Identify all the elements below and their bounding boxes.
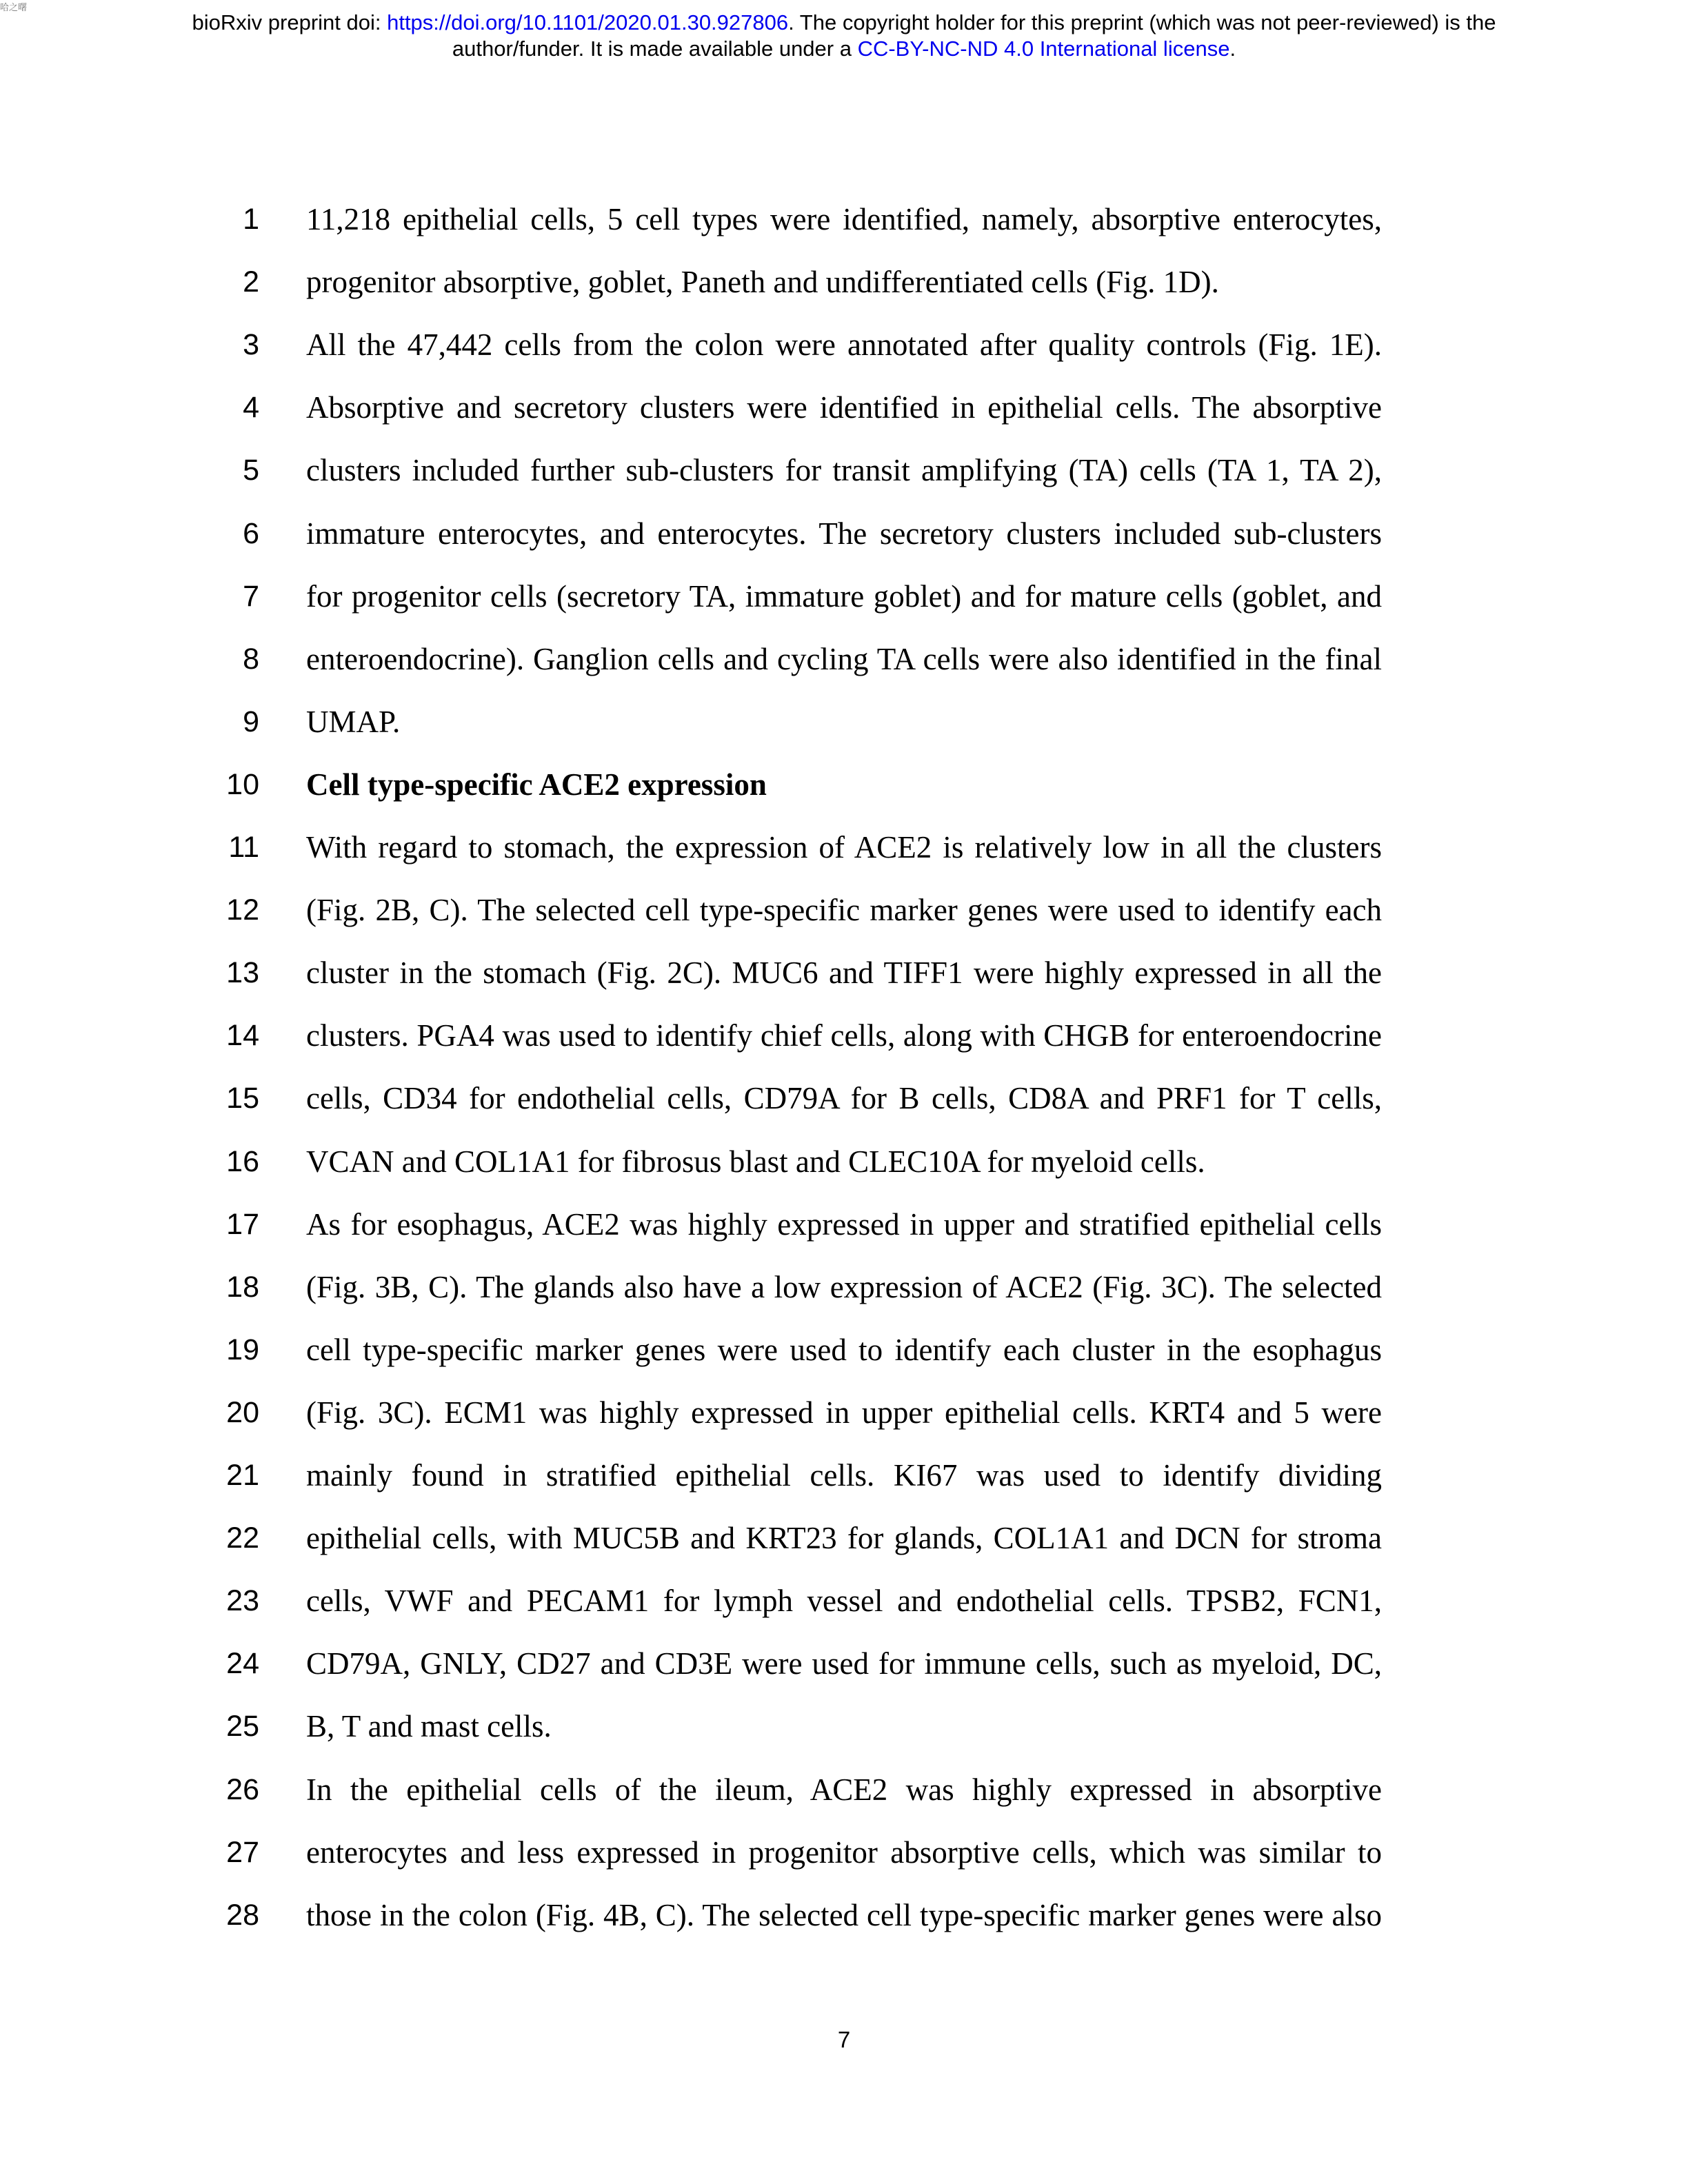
text-line	[0, 1510, 1688, 1566]
line-number: 18	[226, 1270, 259, 1304]
line-text: clusters. PGA4 was used to identify chief cells, along with CHGB for enteroendocrine	[306, 1018, 1382, 1053]
line-number: 13	[226, 956, 259, 990]
line-text: progenitor absorptive, goblet, Paneth and undifferentiated cells (Fig. 1D).	[306, 265, 1219, 300]
line-text: In the epithelial cells of the ileum, ACE2 was highly expressed in absorptive	[306, 1772, 1382, 1807]
line-text: epithelial cells, with MUC5B and KRT23 for glands, COL1A1 and DCN for stroma	[306, 1521, 1382, 1556]
header-prefix-2: author/funder. It is made available under a	[452, 37, 858, 61]
text-line	[0, 631, 1688, 687]
line-text: cells, CD34 for endothelial cells, CD79A for B cells, CD8A and PRF1 for T cells,	[306, 1081, 1382, 1116]
line-text: cluster in the stomach (Fig. 2C). MUC6 and TIFF1 were highly expressed in all the	[306, 956, 1382, 991]
line-number: 25	[226, 1710, 259, 1743]
line-text: clusters included further sub-clusters for transit amplifying (TA) cells (TA 1, TA 2),	[306, 453, 1382, 488]
text-line	[0, 1134, 1688, 1189]
line-text: cell type-specific marker genes were used to identify each cluster in the esophagus	[306, 1332, 1382, 1367]
doi-link[interactable]: https://doi.org/10.1101/2020.01.30.927806	[387, 10, 789, 34]
text-line	[0, 757, 1688, 812]
line-number: 28	[226, 1898, 259, 1932]
line-number: 23	[226, 1584, 259, 1618]
line-number: 24	[226, 1647, 259, 1681]
text-line	[0, 1260, 1688, 1315]
line-number: 14	[226, 1019, 259, 1053]
text-line	[0, 443, 1688, 498]
text-line	[0, 254, 1688, 310]
text-line	[0, 1008, 1688, 1063]
text-line	[0, 192, 1688, 247]
line-text: CD79A, GNLY, CD27 and CD3E were used for immune cells, such as myeloid, DC,	[306, 1646, 1382, 1681]
line-number: 16	[226, 1144, 259, 1178]
text-line	[0, 1699, 1688, 1754]
line-number: 4	[243, 391, 259, 425]
line-number: 3	[243, 328, 259, 362]
text-line	[0, 882, 1688, 938]
text-line	[0, 506, 1688, 561]
text-line	[0, 1322, 1688, 1377]
line-text: B, T and mast cells.	[306, 1709, 552, 1744]
line-text: enterocytes and less expressed in progenitor absorptive cells, which was similar to	[306, 1834, 1382, 1870]
text-line	[0, 820, 1688, 875]
text-line	[0, 1448, 1688, 1503]
text-line	[0, 1071, 1688, 1126]
text-line	[0, 1888, 1688, 1943]
line-text: As for esophagus, ACE2 was highly expressed in upper and stratified epithelial cells	[306, 1206, 1382, 1242]
line-text: cells, VWF and PECAM1 for lymph vessel and endothelial cells. TPSB2, FCN1,	[306, 1584, 1382, 1619]
line-number: 20	[226, 1395, 259, 1429]
page-number: 7	[837, 2027, 851, 2052]
line-text: 11,218 epithelial cells, 5 cell types were identified, namely, absorptive enterocytes,	[306, 202, 1382, 236]
line-text: With regard to stomach, the expression of ACE2 is relatively low in all the clusters	[306, 830, 1382, 865]
line-number: 22	[226, 1521, 259, 1555]
line-number: 11	[228, 831, 259, 864]
line-text: (Fig. 3B, C). The glands also have a low expression of ACE2 (Fig. 3C). The selected	[306, 1269, 1382, 1304]
text-line	[0, 1636, 1688, 1691]
text-line	[0, 1825, 1688, 1880]
line-number: 10	[226, 767, 259, 801]
line-number: 27	[226, 1835, 259, 1869]
line-number: 2	[243, 265, 259, 299]
line-number: 21	[226, 1459, 259, 1492]
text-line	[0, 380, 1688, 435]
text-line	[0, 1197, 1688, 1252]
line-text: immature enterocytes, and enterocytes. The secretory clusters included sub-clusters	[306, 516, 1382, 551]
text-line	[0, 1762, 1688, 1817]
line-text: mainly found in stratified epithelial cells. KI67 was used to identify dividing	[306, 1458, 1382, 1493]
line-text: VCAN and COL1A1 for fibrosus blast and CLEC10A for myeloid cells.	[306, 1144, 1205, 1179]
line-text: (Fig. 3C). ECM1 was highly expressed in upper epithelial cells. KRT4 and 5 were	[306, 1395, 1382, 1430]
section-heading: Cell type-specific ACE2 expression	[306, 767, 767, 802]
line-number: 15	[226, 1082, 259, 1115]
line-number: 1	[243, 203, 259, 236]
line-number: 17	[226, 1207, 259, 1241]
header-prefix: bioRxiv preprint doi:	[192, 10, 388, 34]
text-line	[0, 945, 1688, 1000]
line-number: 26	[226, 1772, 259, 1806]
text-line	[0, 1573, 1688, 1628]
text-line	[0, 694, 1688, 749]
line-text: those in the colon (Fig. 4B, C). The selected cell type-specific marker genes were also	[306, 1897, 1382, 1932]
license-link[interactable]: CC-BY-NC-ND 4.0 International license	[857, 37, 1230, 61]
header-suffix: . The copyright holder for this preprint (which was not peer-reviewed) is the	[788, 10, 1496, 34]
line-number: 19	[226, 1333, 259, 1366]
line-number: 9	[243, 705, 259, 738]
line-text: All the 47,442 cells from the colon were annotated after quality controls (Fig. 1E).	[306, 327, 1382, 363]
line-text: enteroendocrine). Ganglion cells and cycling TA cells were also identified in the final	[306, 641, 1382, 676]
line-text: (Fig. 2B, C). The selected cell type-specific marker genes were used to identify each	[306, 893, 1382, 928]
line-text: for progenitor cells (secretory TA, immature goblet) and for mature cells (goblet, and	[306, 578, 1382, 614]
line-number: 6	[243, 516, 259, 550]
text-line	[0, 317, 1688, 372]
corner-watermark: 哈之曙	[0, 3, 28, 13]
text-line	[0, 569, 1688, 624]
line-text: Absorptive and secretory clusters were identified in epithelial cells. The absorptive	[306, 390, 1382, 425]
line-text: UMAP.	[306, 704, 401, 739]
line-number: 12	[226, 893, 259, 927]
header-suffix-2: .	[1229, 37, 1236, 61]
text-line	[0, 1385, 1688, 1440]
line-number: 5	[243, 454, 259, 487]
line-number: 7	[243, 579, 259, 613]
line-number: 8	[243, 642, 259, 676]
